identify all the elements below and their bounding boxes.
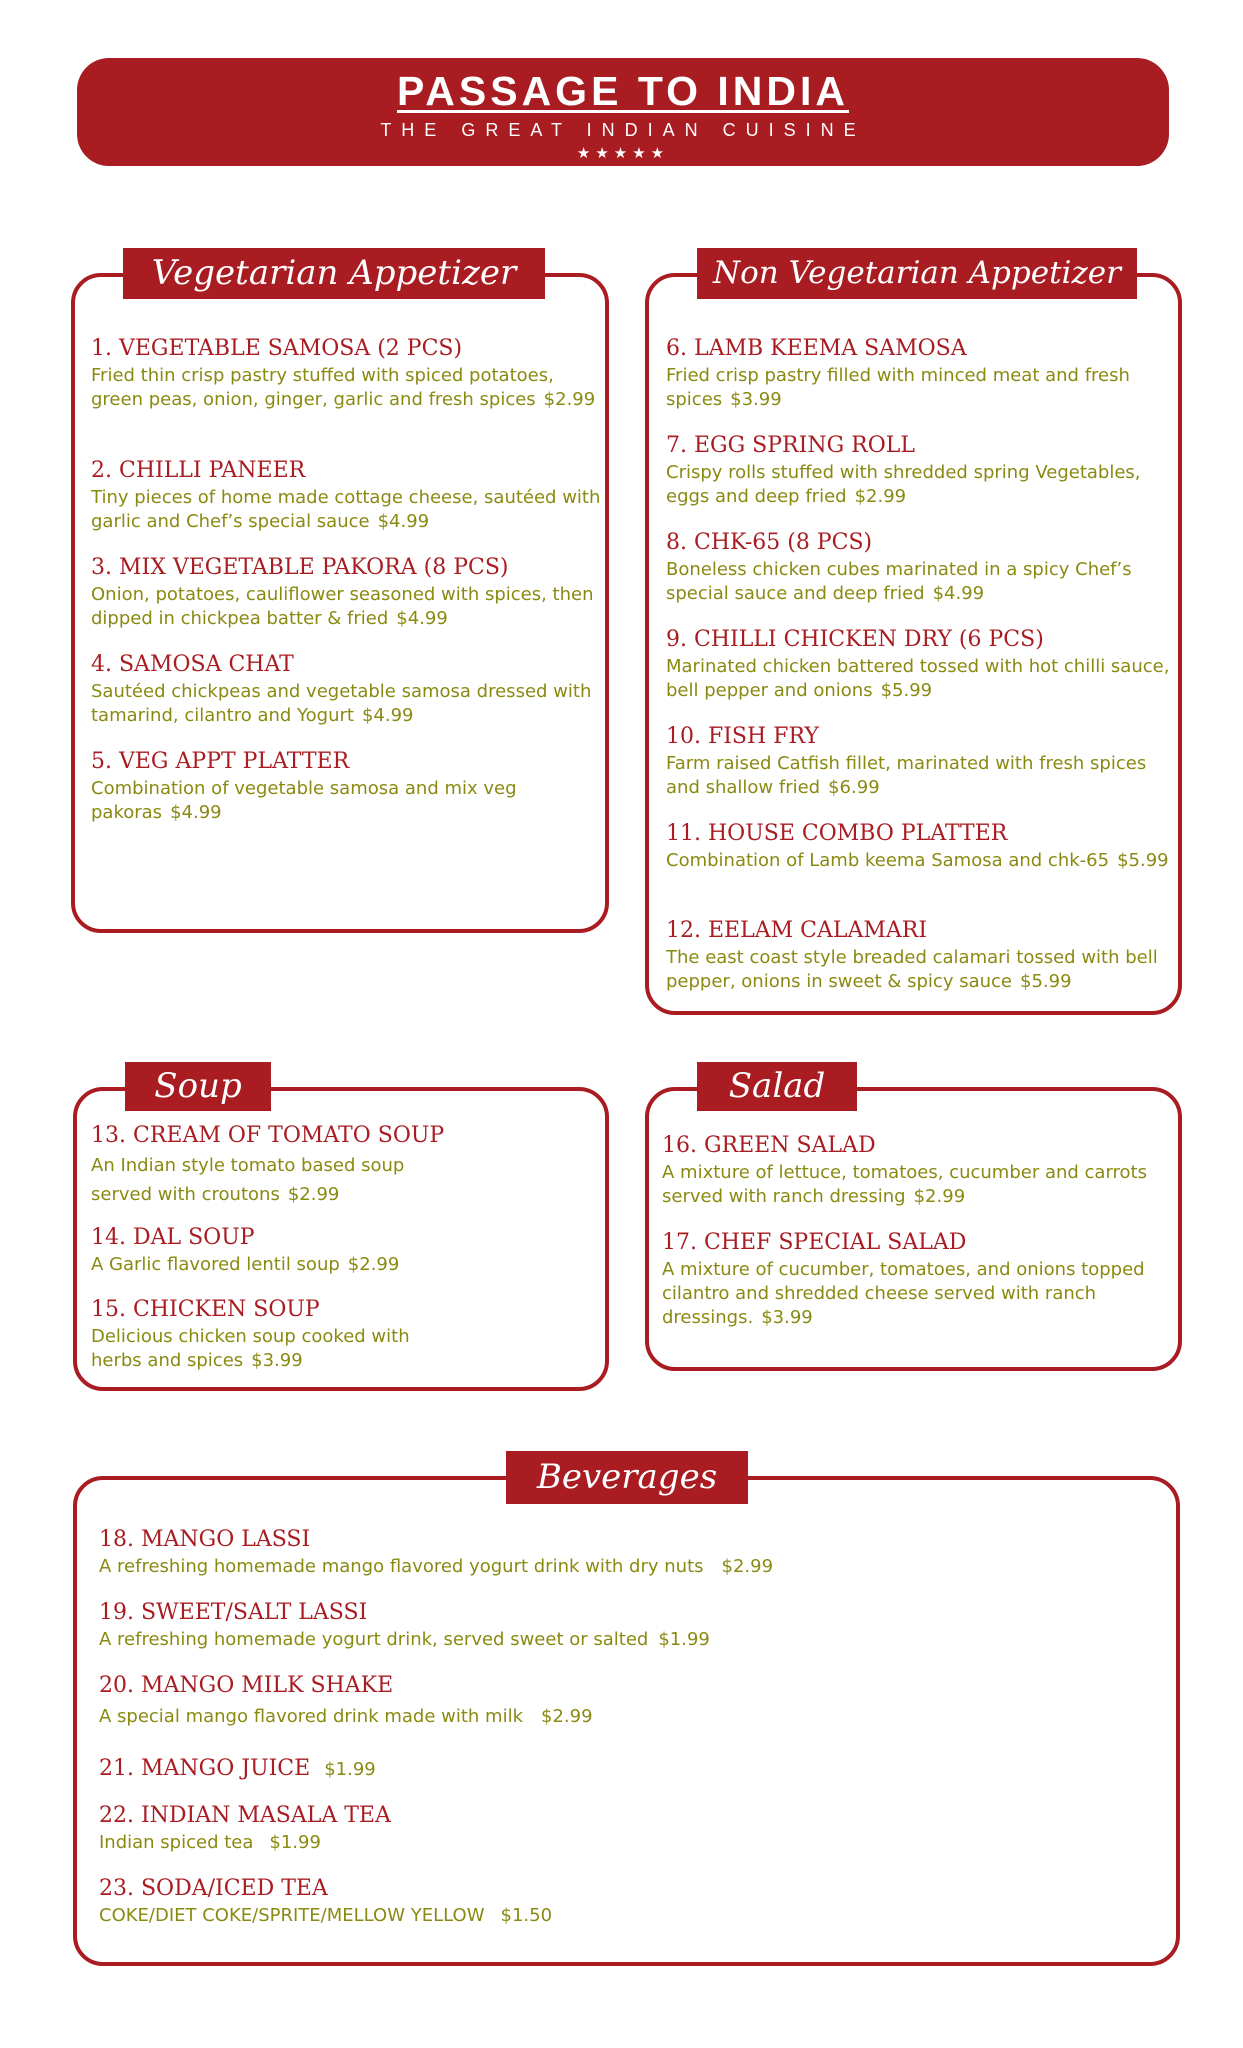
section-title-soup: Soup	[125, 1062, 271, 1111]
menu-item	[99, 1600, 1159, 1652]
item-price: $1.99	[269, 1832, 321, 1853]
item-description: Fried thin crisp pastry stuffed with spiced potatoes, green peas, onion, ginger, garlic and fresh spices $2.99	[91, 365, 596, 410]
item-name: 5. VEG APPT PLATTER	[91, 749, 350, 774]
item-price: $1.50	[500, 1905, 553, 1926]
item-description: A mixture of lettuce, tomatoes, cucumber and carrots served with ranch dressing $2.99	[662, 1162, 1147, 1207]
header-banner	[77, 58, 1169, 166]
item-description: A Garlic flavored lentil soup $2.99	[91, 1254, 400, 1275]
menu-item	[91, 1297, 591, 1373]
item-description: The east coast style breaded calamari tossed with bell pepper, onions in sweet & spicy sauce $5.99	[666, 947, 1158, 992]
item-price: $2.99	[721, 1556, 774, 1577]
item-price: $6.99	[828, 777, 880, 798]
item-price: $2.99	[347, 1254, 400, 1275]
menu-item	[99, 1876, 1159, 1928]
item-description: Boneless chicken cubes marinated in a spicy Chef’s special sauce and deep fried $4.99	[666, 559, 1132, 604]
item-description: Farm raised Catfish fillet, marinated with fresh spices and shallow fried $6.99	[666, 753, 1147, 798]
item-price: $2.99	[854, 486, 907, 507]
item-description: Marinated chicken battered tossed with hot chilli sauce, bell pepper and onions $5.99	[666, 656, 1170, 701]
menu-item	[91, 1225, 591, 1277]
section-title-non-vegetarian: Non Vegetarian Appetizer	[697, 248, 1137, 299]
item-name: 13. CREAM OF TOMATO SOUP	[91, 1123, 445, 1148]
item-name: 14. DAL SOUP	[91, 1225, 255, 1250]
item-name: 16. GREEN SALAD	[662, 1133, 876, 1158]
item-name: 9. CHILLI CHICKEN DRY (6 PCS)	[666, 627, 1044, 652]
item-price: $3.99	[251, 1350, 303, 1371]
item-price: $4.99	[396, 608, 448, 629]
item-description: A refreshing homemade yogurt drink, served sweet or salted $1.99	[99, 1629, 710, 1650]
item-name: 23. SODA/ICED TEA	[99, 1876, 328, 1901]
menu-item	[662, 1230, 1167, 1330]
item-name: 8. CHK-65 (8 PCS)	[666, 530, 873, 555]
item-name: 2. CHILLI PANEER	[91, 458, 306, 483]
item-name: 20. MANGO MILK SHAKE	[99, 1673, 394, 1698]
restaurant-name: PASSAGE TO INDIA	[396, 68, 850, 114]
restaurant-tagline: THE GREAT INDIAN CUISINE	[380, 120, 866, 140]
item-price: $5.99	[1117, 850, 1169, 871]
menu-item	[99, 1673, 1159, 1729]
menu-item	[99, 1756, 1159, 1783]
item-description: Fried crisp pastry filled with minced meat and fresh spices $3.99	[666, 365, 1130, 410]
item-price: $3.99	[761, 1307, 813, 1328]
item-price: $5.99	[880, 680, 933, 701]
item-description: Combination of Lamb keema Samosa and chk-65 $5.99	[666, 850, 1169, 871]
item-price: $2.99	[287, 1184, 340, 1205]
item-name: 12. EELAM CALAMARI	[666, 918, 928, 943]
star-rating-icon: ★★★★★	[576, 144, 670, 162]
menu-item	[91, 749, 601, 825]
item-price: $4.99	[932, 583, 985, 604]
item-name: 7. EGG SPRING ROLL	[666, 433, 915, 458]
item-description: A mixture of cucumber, tomatoes, and onions topped cilantro and shredded cheese served with ranch dressings. $3.99	[662, 1259, 1145, 1328]
section-title-beverages: Beverages	[506, 1451, 748, 1504]
menu-item	[91, 652, 601, 728]
menu-item	[91, 458, 601, 534]
menu-item	[666, 433, 1176, 509]
item-name: 4. SAMOSA CHAT	[91, 652, 294, 677]
item-name: 19. SWEET/SALT LASSI	[99, 1600, 368, 1625]
item-name: 15. CHICKEN SOUP	[91, 1297, 320, 1322]
item-name: 11. HOUSE COMBO PLATTER	[666, 821, 1008, 846]
item-name: 18. MANGO LASSI	[99, 1527, 311, 1552]
item-price: $1.99	[324, 1759, 376, 1780]
item-price: $4.99	[361, 705, 414, 726]
menu-item	[91, 1123, 591, 1209]
item-name: 10. FISH FRY	[666, 724, 819, 749]
item-description: Indian spiced tea $1.99	[99, 1832, 321, 1853]
item-description: Delicious chicken soup cooked with herbs and spices $3.99	[91, 1326, 410, 1371]
item-description: A special mango flavored drink made with milk $2.99	[99, 1706, 593, 1727]
item-description: A refreshing homemade mango flavored yogurt drink with dry nuts $2.99	[99, 1556, 774, 1577]
item-price: $4.99	[377, 511, 430, 532]
menu-item	[666, 918, 1176, 994]
item-description: Onion, potatoes, cauliflower seasoned with spices, then dipped in chickpea batter & fried $4.99	[91, 584, 594, 629]
menu-item	[91, 336, 601, 412]
menu-item	[99, 1527, 1159, 1579]
item-name: 1. VEGETABLE SAMOSA (2 PCS)	[91, 336, 463, 361]
item-description: COKE/DIET COKE/SPRITE/MELLOW YELLOW $1.50	[99, 1905, 553, 1926]
item-price: $2.99	[913, 1186, 966, 1207]
item-description: Combination of vegetable samosa and mix veg pakoras $4.99	[91, 778, 517, 823]
item-name: 22. INDIAN MASALA TEA	[99, 1803, 391, 1828]
menu-item	[662, 1133, 1167, 1209]
item-description: Crispy rolls stuffed with shredded spring Vegetables, eggs and deep fried $2.99	[666, 462, 1141, 507]
menu-item	[91, 555, 601, 631]
item-name: 3. MIX VEGETABLE PAKORA (8 PCS)	[91, 555, 509, 580]
item-price: $5.99	[1020, 971, 1072, 992]
item-price: $1.99	[658, 1629, 710, 1650]
menu-item	[666, 821, 1176, 873]
item-price: $4.99	[170, 802, 222, 823]
item-price: $2.99	[541, 1706, 593, 1727]
item-description: An Indian style tomato based soup served with croutons $2.99	[91, 1155, 405, 1205]
menu-item	[99, 1803, 1159, 1855]
section-title-salad: Salad	[697, 1062, 857, 1111]
section-title-vegetarian: Vegetarian Appetizer	[123, 248, 545, 299]
menu-item	[666, 724, 1176, 800]
item-description: Sautéed chickpeas and vegetable samosa dressed with tamarind, cilantro and Yogurt $4.99	[91, 681, 592, 726]
menu-item	[666, 530, 1176, 606]
menu-item	[666, 336, 1176, 412]
item-name: 17. CHEF SPECIAL SALAD	[662, 1230, 967, 1255]
item-price: $3.99	[730, 389, 782, 410]
item-name: 6. LAMB KEEMA SAMOSA	[666, 336, 967, 361]
item-name: 21. MANGO JUICE $1.99	[99, 1756, 376, 1781]
item-price: $2.99	[543, 389, 596, 410]
menu-item	[666, 627, 1176, 703]
item-description: Tiny pieces of home made cottage cheese, sautéed with garlic and Chef’s special sauce $4.99	[91, 487, 601, 532]
